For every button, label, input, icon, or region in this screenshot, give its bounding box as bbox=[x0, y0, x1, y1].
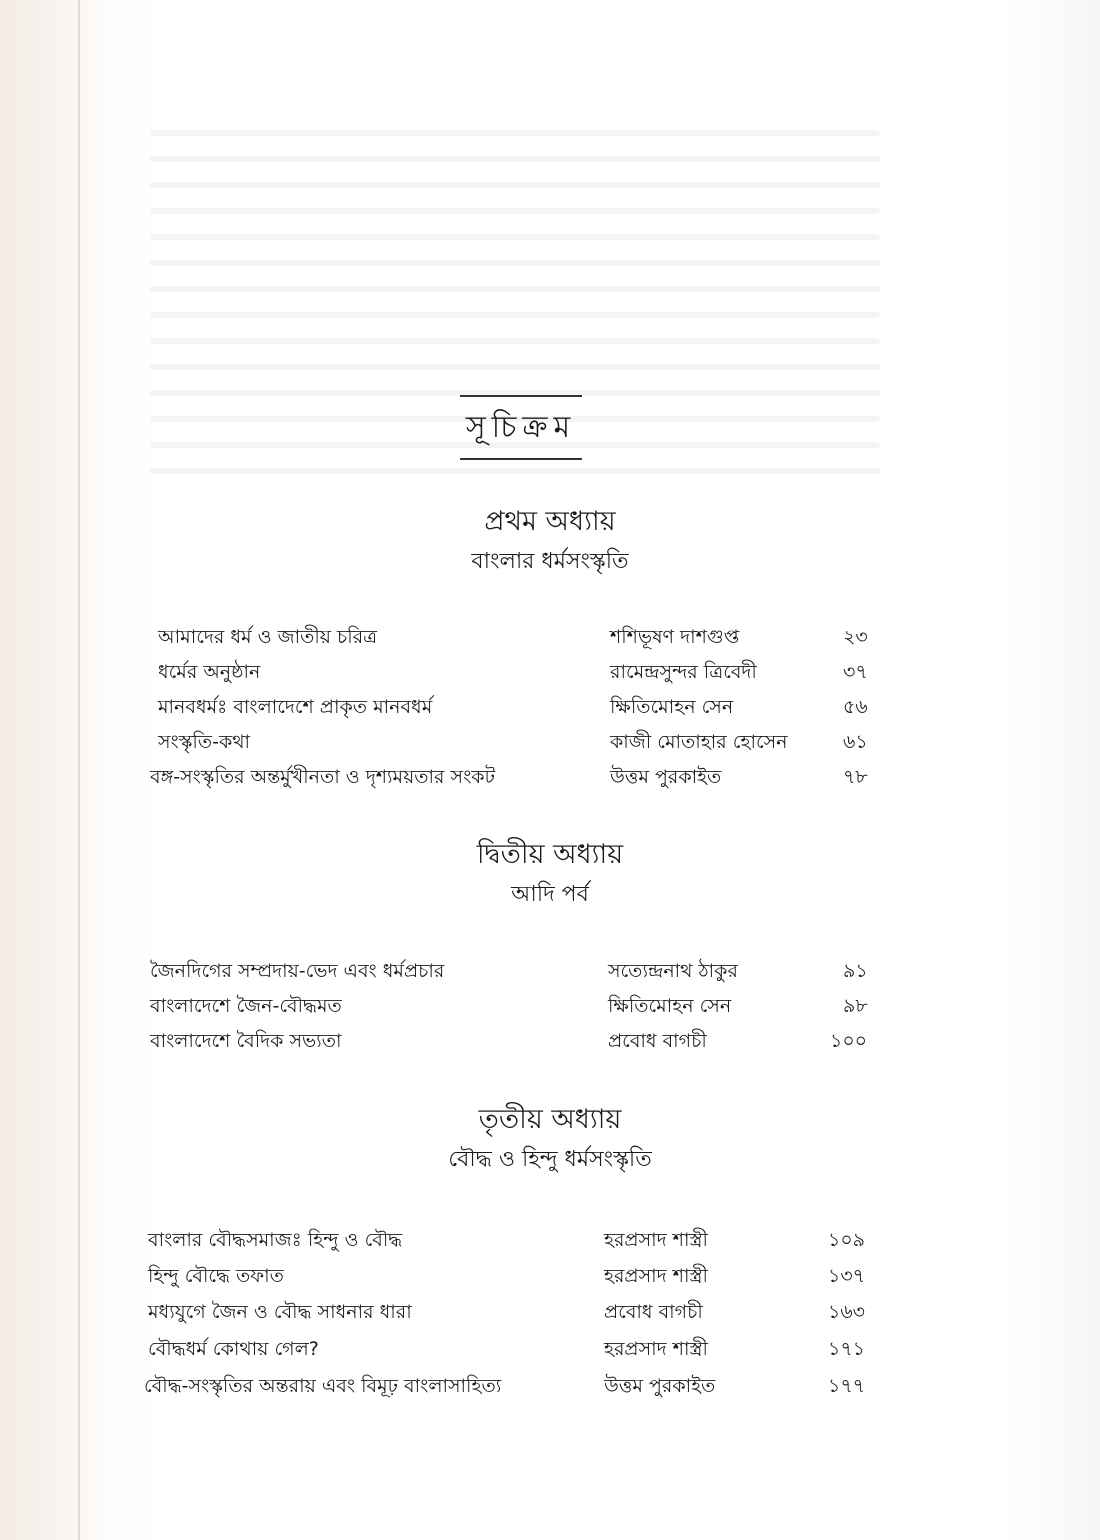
entry-page-number: ১৭৭ bbox=[828, 1375, 866, 1397]
entry-author: হরপ্রসাদ শাস্ত্রী bbox=[604, 1229, 708, 1251]
chapter-heading bbox=[0, 1103, 1100, 1177]
entry-page-number: ১০০ bbox=[830, 1030, 868, 1052]
entry-page-number: ৯৮ bbox=[843, 995, 868, 1017]
entry-title: বাংলাদেশে বৈদিক সভ্যতা bbox=[150, 1030, 342, 1052]
toc-entry bbox=[0, 954, 1100, 988]
entry-page-number: ১৭১ bbox=[828, 1338, 866, 1360]
chapter-heading bbox=[0, 505, 1100, 579]
entry-title: বাংলাদেশে জৈন-বৌদ্ধমত bbox=[150, 995, 342, 1017]
chapter-number: প্রথম অধ্যায় bbox=[484, 506, 616, 537]
toc-entry bbox=[0, 655, 1100, 689]
toc-entry bbox=[0, 1332, 1100, 1366]
entry-title: জৈনদিগের সম্প্রদায়-ভেদ এবং ধর্মপ্রচার bbox=[150, 960, 445, 982]
entry-author: প্রবোধ বাগচী bbox=[608, 1030, 707, 1052]
toc-entry bbox=[0, 760, 1100, 794]
toc-entry bbox=[0, 620, 1100, 654]
entry-author: উত্তম পুরকাইত bbox=[604, 1375, 716, 1397]
chapter-number: তৃতীয় অধ্যায় bbox=[478, 1104, 622, 1135]
chapter-heading bbox=[0, 838, 1100, 912]
chapter-number: দ্বিতীয় অধ্যায় bbox=[476, 839, 624, 870]
toc-entry bbox=[0, 1369, 1100, 1403]
entry-page-number: ৫৬ bbox=[843, 696, 868, 718]
entry-page-number: ৬১ bbox=[843, 731, 868, 753]
entry-author: শশিভূষণ দাশগুপ্ত bbox=[610, 626, 740, 648]
entry-author: উত্তম পুরকাইত bbox=[610, 766, 722, 788]
entry-title: আমাদের ধর্ম ও জাতীয় চরিত্র bbox=[158, 626, 378, 648]
entry-title: বাংলার বৌদ্ধসমাজঃ হিন্দু ও বৌদ্ধ bbox=[148, 1229, 403, 1251]
entry-author: হরপ্রসাদ শাস্ত্রী bbox=[604, 1265, 708, 1287]
page-title: সূচিক্রম bbox=[465, 410, 577, 445]
entry-author: ক্ষিতিমোহন সেন bbox=[608, 995, 732, 1017]
toc-entry bbox=[0, 1259, 1100, 1293]
entry-title: ধর্মের অনুষ্ঠান bbox=[158, 661, 261, 683]
entry-title: বৌদ্ধধর্ম কোথায় গেল? bbox=[148, 1338, 319, 1360]
entry-page-number: ১৬৩ bbox=[828, 1301, 866, 1323]
entry-title: বৌদ্ধ-সংস্কৃতির অন্তরায় এবং বিমূঢ় বাংলাসাহিত্য bbox=[144, 1375, 502, 1397]
toc-entry bbox=[0, 725, 1100, 759]
entry-title: সংস্কৃতি-কথা bbox=[158, 731, 251, 753]
entry-title: হিন্দু বৌদ্ধে তফাত bbox=[148, 1265, 284, 1287]
toc-entry bbox=[0, 1223, 1100, 1257]
toc-entry bbox=[0, 1024, 1100, 1058]
chapter-subtitle: বাংলার ধর্মসংস্কৃতি bbox=[471, 549, 629, 574]
contents-heading bbox=[460, 395, 582, 460]
entry-author: সত্যেন্দ্রনাথ ঠাকুর bbox=[608, 960, 738, 982]
chapter-subtitle: বৌদ্ধ ও হিন্দু ধর্মসংস্কৃতি bbox=[448, 1147, 652, 1172]
entry-author: ক্ষিতিমোহন সেন bbox=[610, 696, 734, 718]
chapter-subtitle: আদি পর্ব bbox=[511, 882, 589, 907]
entry-page-number: ৯১ bbox=[843, 960, 868, 982]
toc-entry bbox=[0, 1295, 1100, 1329]
entry-page-number: ১৩৭ bbox=[828, 1265, 866, 1287]
entry-title: মধ্যযুগে জৈন ও বৌদ্ধ সাধনার ধারা bbox=[148, 1301, 412, 1323]
entry-author: রামেন্দ্রসুন্দর ত্রিবেদী bbox=[610, 661, 757, 683]
entry-author: কাজী মোতাহার হোসেন bbox=[610, 731, 788, 753]
toc-entry bbox=[0, 690, 1100, 724]
entry-author: প্রবোধ বাগচী bbox=[604, 1301, 703, 1323]
entry-title: বঙ্গ-সংস্কৃতির অন্তর্মুখীনতা ও দৃশ্যময়তার সংকট bbox=[150, 766, 495, 788]
entry-page-number: ৭৮ bbox=[843, 766, 868, 788]
toc-entry bbox=[0, 989, 1100, 1023]
entry-title: মানবধর্মঃ বাংলাদেশে প্রাকৃত মানবধর্ম bbox=[158, 696, 433, 718]
entry-page-number: ১০৯ bbox=[828, 1229, 866, 1251]
entry-author: হরপ্রসাদ শাস্ত্রী bbox=[604, 1338, 708, 1360]
entry-page-number: ২৩ bbox=[843, 626, 868, 648]
entry-page-number: ৩৭ bbox=[843, 661, 868, 683]
